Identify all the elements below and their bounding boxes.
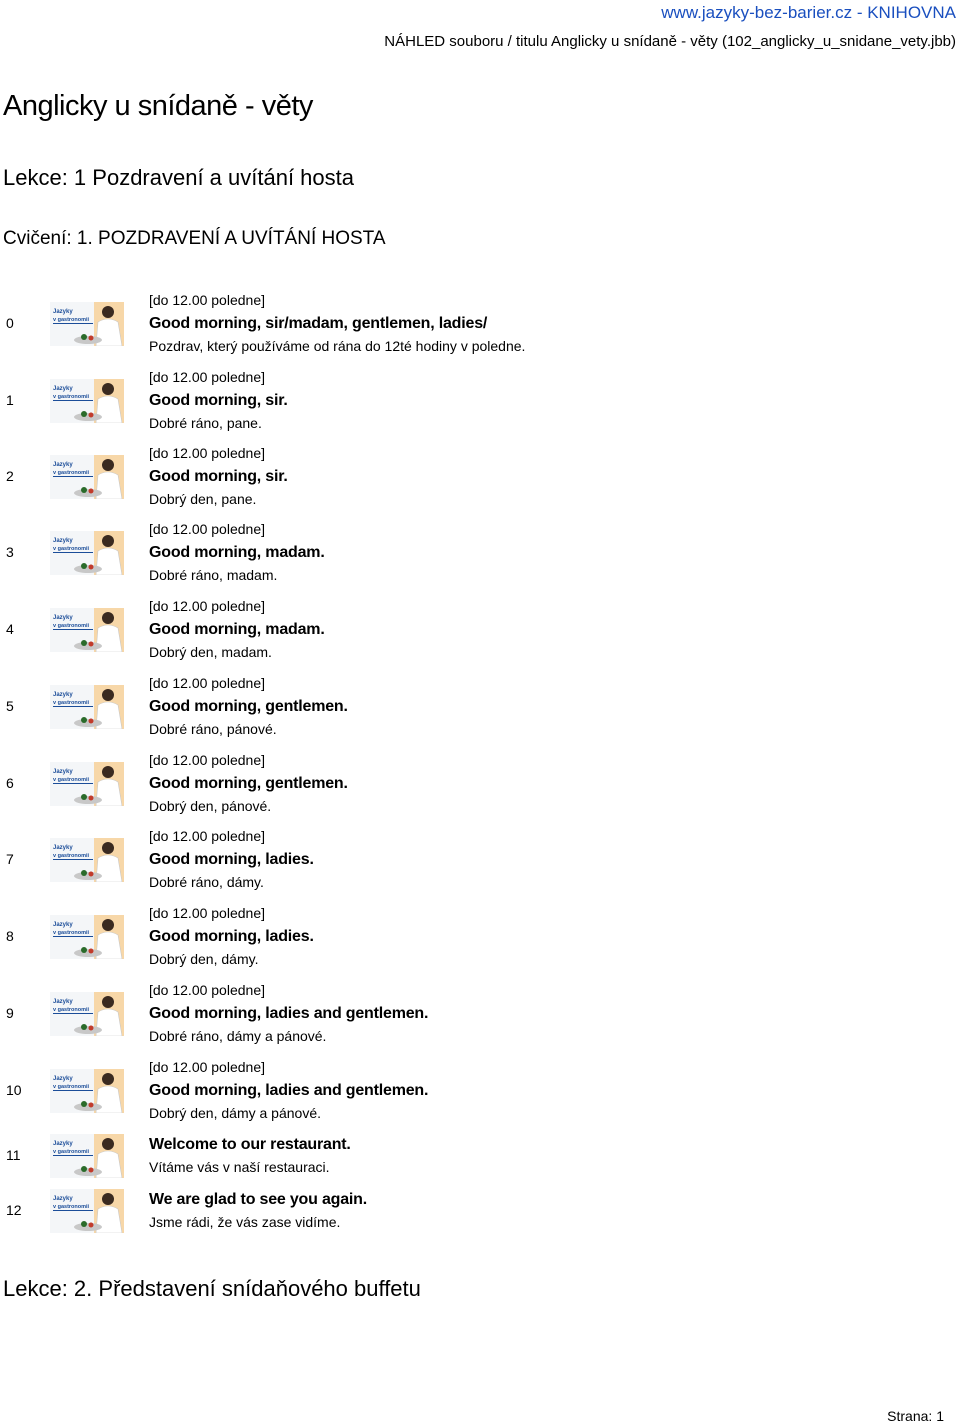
czech-translation: Dobré ráno, dámy. <box>149 874 264 890</box>
czech-translation: Dobré ráno, madam. <box>149 567 278 583</box>
svg-text:v gastronomii: v gastronomii <box>53 930 90 936</box>
thumbnail-image <box>50 685 124 729</box>
phrase-text <box>149 442 288 511</box>
svg-text:Jazyky: Jazyky <box>53 309 73 315</box>
svg-text:v gastronomii: v gastronomii <box>53 853 90 859</box>
czech-translation: Dobrý den, dámy. <box>149 951 259 967</box>
thumbnail-image <box>50 531 124 575</box>
czech-translation: Dobré ráno, pane. <box>149 415 262 431</box>
time-note: [do 12.00 poledne] <box>149 1059 265 1075</box>
site-header <box>661 3 956 23</box>
item-number: 0 <box>6 315 14 331</box>
english-phrase: Good morning, ladies. <box>149 851 314 868</box>
svg-text:Jazyky: Jazyky <box>53 1196 73 1202</box>
thumbnail-image <box>50 379 124 423</box>
item-number: 4 <box>6 621 14 637</box>
svg-text:Jazyky: Jazyky <box>53 692 73 698</box>
czech-translation: Jsme rádi, že vás zase vidíme. <box>149 1214 341 1230</box>
thumbnail-image <box>50 1134 124 1178</box>
english-phrase: Good morning, sir/madam, gentlemen, ladies/ <box>149 315 488 332</box>
phrase-text <box>149 672 348 741</box>
phrase-text <box>149 902 314 971</box>
svg-text:Jazyky: Jazyky <box>53 922 73 928</box>
item-number: 11 <box>6 1147 21 1163</box>
document-title: Anglicky u snídaně - věty <box>3 90 313 122</box>
czech-translation: Dobré ráno, dámy a pánové. <box>149 1028 327 1044</box>
czech-translation: Pozdrav, který používáme od rána do 12té hodiny v poledne. <box>149 338 526 354</box>
svg-text:Jazyky: Jazyky <box>53 386 73 392</box>
item-number: 3 <box>6 544 14 560</box>
time-note: [do 12.00 poledne] <box>149 521 265 537</box>
english-phrase: Good morning, madam. <box>149 544 325 561</box>
item-number: 7 <box>6 851 14 867</box>
thumbnail-image <box>50 915 124 959</box>
svg-text:v gastronomii: v gastronomii <box>53 1149 90 1155</box>
time-note: [do 12.00 poledne] <box>149 828 265 844</box>
item-number: 12 <box>6 1202 22 1218</box>
czech-translation: Dobré ráno, pánové. <box>149 721 277 737</box>
svg-text:v gastronomii: v gastronomii <box>53 546 90 552</box>
czech-translation: Dobrý den, pánové. <box>149 798 272 814</box>
time-note: [do 12.00 poledne] <box>149 598 265 614</box>
item-number: 8 <box>6 928 14 944</box>
phrase-text <box>149 366 288 435</box>
thumbnail-image <box>50 1069 124 1113</box>
english-phrase: Good morning, sir. <box>149 392 288 409</box>
preview-line: NÁHLED souboru / titulu Anglicky u snídaně - věty (102_anglicky_u_snidane_vety.jbb) <box>384 33 956 50</box>
svg-text:v gastronomii: v gastronomii <box>53 777 90 783</box>
thumbnail-image <box>50 838 124 882</box>
time-note: [do 12.00 poledne] <box>149 445 265 461</box>
phrase-text <box>149 1188 367 1234</box>
svg-text:v gastronomii: v gastronomii <box>53 394 90 400</box>
english-phrase: Good morning, madam. <box>149 621 325 638</box>
page-number: Strana: 1 <box>887 1408 944 1424</box>
lesson-title: Lekce: 1 Pozdravení a uvítání hosta <box>3 165 355 190</box>
thumbnail-image <box>50 1189 124 1233</box>
site-link[interactable]: www.jazyky-bez-barier.cz <box>661 3 853 22</box>
phrase-text <box>149 1056 428 1125</box>
thumbnail-image <box>50 762 124 806</box>
english-phrase: Good morning, gentlemen. <box>149 775 348 792</box>
item-number: 1 <box>6 392 14 408</box>
item-number: 2 <box>6 468 14 484</box>
svg-text:v gastronomii: v gastronomii <box>53 470 90 476</box>
svg-text:v gastronomii: v gastronomii <box>53 317 90 323</box>
phrase-text <box>149 289 525 358</box>
phrase-text <box>149 979 428 1048</box>
thumbnail-image <box>50 608 124 652</box>
svg-text:Jazyky: Jazyky <box>53 1141 73 1147</box>
czech-translation: Vítáme vás v naší restauraci. <box>149 1159 330 1175</box>
item-number: 5 <box>6 698 14 714</box>
svg-text:Jazyky: Jazyky <box>53 845 73 851</box>
phrase-text <box>149 595 325 664</box>
phrase-text <box>149 749 348 818</box>
svg-text:Jazyky: Jazyky <box>53 1076 73 1082</box>
svg-text:v gastronomii: v gastronomii <box>53 623 90 629</box>
svg-text:Jazyky: Jazyky <box>53 538 73 544</box>
english-phrase: Good morning, gentlemen. <box>149 698 348 715</box>
svg-text:v gastronomii: v gastronomii <box>53 700 90 706</box>
item-number: 10 <box>6 1082 22 1098</box>
time-note: [do 12.00 poledne] <box>149 292 265 308</box>
english-phrase: We are glad to see you again. <box>149 1191 367 1208</box>
svg-text:Jazyky: Jazyky <box>53 769 73 775</box>
thumbnail-image <box>50 302 124 346</box>
thumbnail-image <box>50 992 124 1036</box>
phrase-text <box>149 1133 351 1179</box>
time-note: [do 12.00 poledne] <box>149 752 265 768</box>
item-number: 6 <box>6 775 14 791</box>
time-note: [do 12.00 poledne] <box>149 905 265 921</box>
phrase-text <box>149 825 314 894</box>
english-phrase: Good morning, ladies and gentlemen. <box>149 1005 429 1022</box>
english-phrase: Good morning, sir. <box>149 468 288 485</box>
svg-text:v gastronomii: v gastronomii <box>53 1084 90 1090</box>
english-phrase: Good morning, ladies and gentlemen. <box>149 1082 429 1099</box>
czech-translation: Dobrý den, dámy a pánové. <box>149 1105 321 1121</box>
svg-text:Jazyky: Jazyky <box>53 615 73 621</box>
english-phrase: Good morning, ladies. <box>149 928 314 945</box>
czech-translation: Dobrý den, pane. <box>149 491 257 507</box>
svg-text:v gastronomii: v gastronomii <box>53 1007 90 1013</box>
english-phrase: Welcome to our restaurant. <box>149 1136 351 1153</box>
svg-text:Jazyky: Jazyky <box>53 462 73 468</box>
time-note: [do 12.00 poledne] <box>149 675 265 691</box>
time-note: [do 12.00 poledne] <box>149 369 265 385</box>
czech-translation: Dobrý den, madam. <box>149 644 272 660</box>
next-lesson-title: Lekce: 2. Představení snídaňového buffetu <box>3 1276 421 1301</box>
time-note: [do 12.00 poledne] <box>149 982 265 998</box>
svg-text:Jazyky: Jazyky <box>53 999 73 1005</box>
exercise-title: Cvičení: 1. POZDRAVENÍ A UVÍTÁNÍ HOSTA <box>3 228 386 249</box>
library-label: - KNIHOVNA <box>852 3 956 22</box>
item-number: 9 <box>6 1005 14 1021</box>
thumbnail-image <box>50 455 124 499</box>
svg-text:v gastronomii: v gastronomii <box>53 1204 90 1210</box>
phrase-text <box>149 518 325 587</box>
